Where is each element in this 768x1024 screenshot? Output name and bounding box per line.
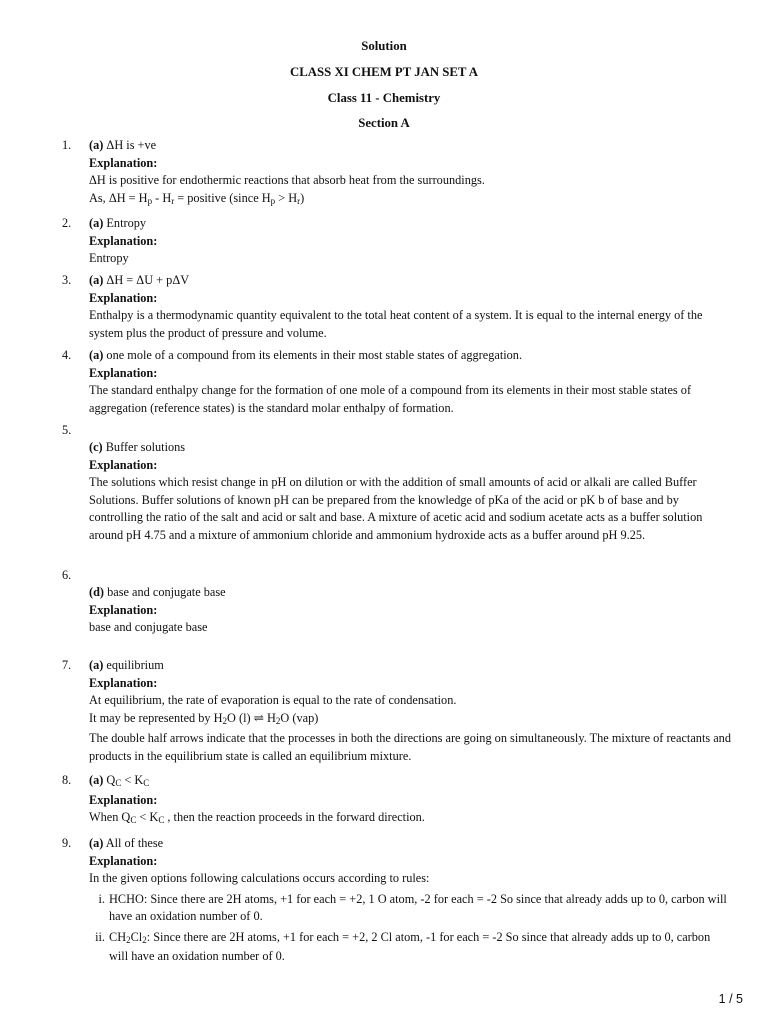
answer: (d) base and conjugate base xyxy=(89,585,226,599)
question-4 xyxy=(62,347,732,417)
question-number: 9. xyxy=(62,836,72,850)
question-number: 3. xyxy=(62,273,72,287)
answer: (a) ΔH is +ve xyxy=(89,138,157,152)
explanation-text: The solutions which resist change in pH on dilution or with the addition of small amounts of acid or alkali are called Buffer Solutions. Buffer solutions of known pH can be prepared from the knowledge of pKa of the acid or pK b of base and by controlling the ratio of the salt and acid or salt and base. A mixture of acetic acid and sodium acetate acts as a buffer solution around pH 4.75 and a mixture of ammonium chloride and ammonium hydroxide acts as a buffer around pH 9.25. xyxy=(89,475,703,542)
explanation-label: Explanation: xyxy=(89,290,158,305)
explanation-text: In the given options following calculations occurs according to rules: xyxy=(89,871,430,885)
explanation-label: Explanation: xyxy=(89,457,158,472)
question-number: 5. xyxy=(62,423,72,437)
explanation-text: Enthalpy is a thermodynamic quantity equivalent to the total heat content of a system. It is equal to the internal energy of the system plus the product of pressure and volume. xyxy=(89,308,703,340)
question-number: 2. xyxy=(62,216,72,230)
explanation-text: At equilibrium, the rate of evaporation is equal to the rate of condensation. xyxy=(89,693,457,707)
question-number: 7. xyxy=(62,658,72,672)
explanation-formula: It may be represented by $H_2O$ (l) ⇌ $H_2O$ (vap) xyxy=(89,710,319,726)
question-8 xyxy=(62,772,732,827)
explanation-label: Explanation: xyxy=(89,155,158,170)
explanation-text: When $Q_C < K_C$ , then the reaction proceeds in the forward direction. xyxy=(89,810,425,825)
list-item: i. HCHO: Since there are 2H atoms, +1 for each = +2, 1 O atom, -2 for each = -2 So since that already adds up to 0, carbon will have an oxidation number of 0. xyxy=(98,891,727,923)
answer: (a) ΔH = ΔU + pΔV xyxy=(89,273,190,287)
solution-heading: Solution xyxy=(361,39,407,53)
subject-heading: Class 11 - Chemistry xyxy=(327,91,441,105)
question-number: 4. xyxy=(62,348,72,362)
answer: (c) Buffer solutions xyxy=(89,440,186,454)
question-number: 6. xyxy=(62,568,72,582)
answer: (a) All of these xyxy=(89,836,164,850)
explanation-label: Explanation: xyxy=(89,675,158,690)
explanation-text: base and conjugate base xyxy=(89,620,208,634)
explanation-label: Explanation: xyxy=(89,853,158,868)
question-2 xyxy=(62,215,732,268)
answer: (a) one mole of a compound from its elements in their most stable states of aggregation. xyxy=(89,348,523,362)
answer: (a) equilibrium xyxy=(89,658,164,672)
question-5 xyxy=(62,422,732,544)
question-number: 1. xyxy=(62,138,72,152)
explanation-label: Explanation: xyxy=(89,602,158,617)
explanation-text: Entropy xyxy=(89,251,129,265)
answer: (a) $Q_C < K_C$ xyxy=(89,773,150,788)
explanation-label: Explanation: xyxy=(89,365,158,380)
page-title: CLASS XI CHEM PT JAN SET A xyxy=(290,65,478,79)
explanation-text: The standard enthalpy change for the formation of one mole of a compound from its elements in their most stable states of aggregation (reference states) is the standard molar enthalpy of formation. xyxy=(89,383,692,415)
question-number: 8. xyxy=(62,773,72,787)
list-item: ii. $CH_2Cl_2$: Since there are 2H atoms, +1 for each = +2, 2 Cl atom, -1 for each = -2 So since that already adds up to 0, carbon will have an oxidation number of 0. xyxy=(95,929,711,963)
explanation-label: Explanation: xyxy=(89,233,158,248)
question-6 xyxy=(62,567,732,637)
section-heading: Section A xyxy=(358,116,410,130)
question-1 xyxy=(62,137,732,207)
question-9 xyxy=(62,835,732,966)
question-7 xyxy=(62,657,732,765)
explanation-text: The double half arrows indicate that the processes in both the directions are going on simultaneously. The mixture of reactants and products in the equilibrium state is called an equilibrium mixture. xyxy=(89,731,731,763)
answer: (a) Entropy xyxy=(89,216,147,230)
question-3 xyxy=(62,272,732,342)
explanation-label: Explanation: xyxy=(89,792,158,807)
page-number: 1 / 5 xyxy=(718,992,743,1006)
explanation-text: ΔH is positive for endothermic reactions that absorb heat from the surroundings. xyxy=(89,173,485,187)
explanation-formula: As, $\Delta H = H_p - H_r$ = positive (since $H_p > H_r$) xyxy=(89,190,305,206)
